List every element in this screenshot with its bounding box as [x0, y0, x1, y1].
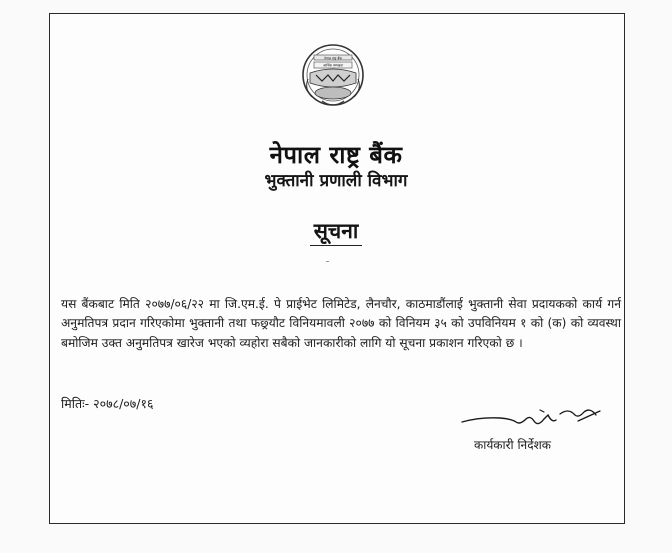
- notice-body: यस बैंकबाट मिति २०७७/०६/२२ मा जि.एम.ई. पे प्राईभेट लिमिटेड, लैनचौर, काठमाडौंलाई भुक्तानी सेवा प्रदायकको कार्य गर्न अनुमतिपत्र प्रदान गरिएकोमा भुक्तानी तथा फछ्र्यौट विनियमावली २०७७ को विनियम ३५ को उपविनियम १ को (क) को व्यवस्था बमोजिम उक्त अनुमतिपत्र खारेज भएको व्यहोरा सबैको जानकारीको लागि यो सूचना प्रकाशन गरिएको छ ।: [61, 297, 621, 350]
- notice-title: सूचना: [310, 218, 363, 246]
- signature-icon: [460, 405, 610, 435]
- notice-title-wrapper: [0, 218, 672, 246]
- department-subheading: भुक्तानी प्रणाली विभाग: [264, 171, 408, 191]
- notice-date: मितिः- २०७८/०७/१६: [61, 396, 154, 411]
- bank-name-heading: नेपाल राष्ट्र बैंक: [269, 141, 403, 169]
- paper-speck: [326, 261, 329, 262]
- bank-emblem-icon: [300, 43, 366, 111]
- signatory-designation: कार्यकारी निर्देशक: [474, 438, 551, 452]
- emblem-text-bottom: आर्थिक सम्पन्नता: [322, 63, 344, 68]
- emblem-text-top: नेपाल राष्ट्र बैंक: [324, 56, 342, 61]
